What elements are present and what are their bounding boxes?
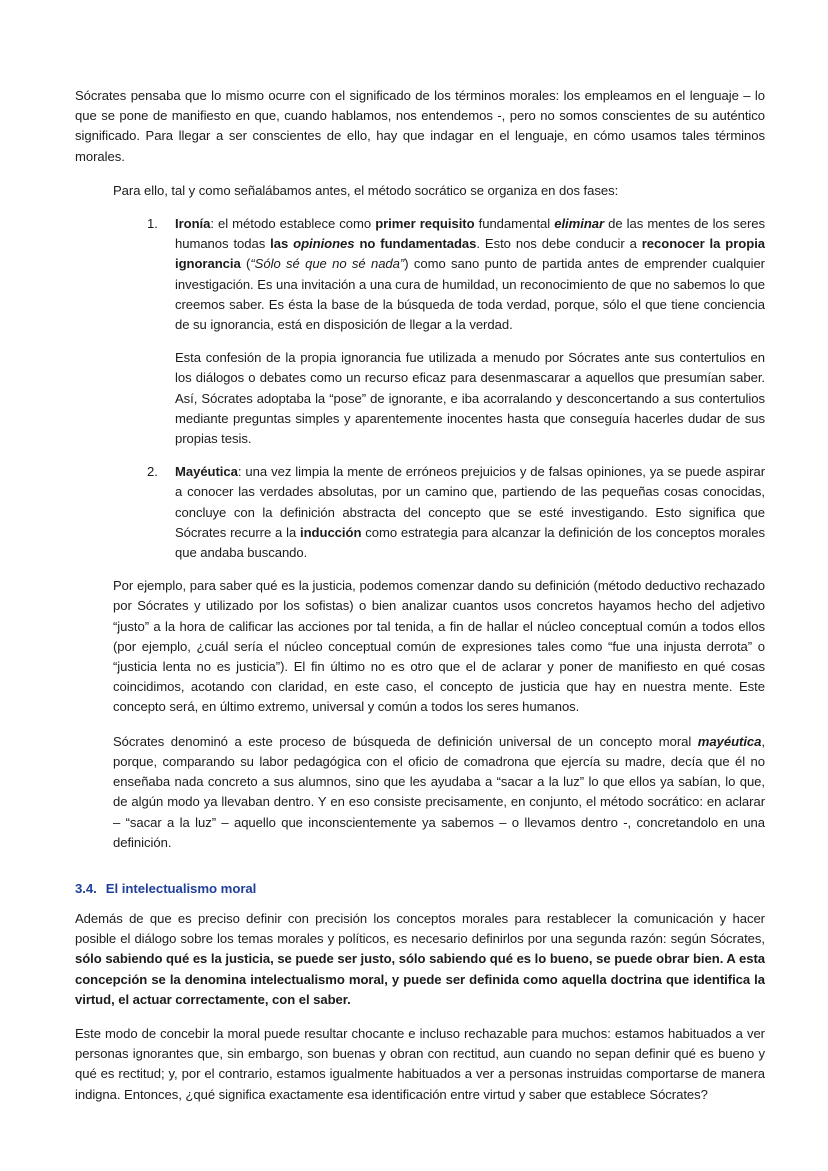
- mayeutica-paragraph: Sócrates denominó a este proceso de búsqueda de definición universal de un concepto moral mayéutica, porque, comparando su labor pedagógica con el oficio de comadrona que ejercía su madre, decía que él no enseñaba nada concreto a sus alumnos, sino que les ayudaba a “sacar a la luz” lo que ellos ya sabían, lo que, de algún modo ya llevaban dentro. Y en eso consiste precisamente, en conjunto, el método socrático: en aclarar – “sacar a la luz” – aquello que inconscientemente ya sabemos – o llevamos dentro -, concretandolo en una definición.: [113, 733, 765, 850]
- section-heading-title: El intelectualismo moral: [105, 880, 257, 896]
- list-item-paragraph: Ironía: el método establece como primer requisito fundamental eliminar de las mentes de los seres humanos todas las opiniones no fundamentadas. Esto nos debe conducir a reconocer la propia ignorancia (“Sólo sé que no sé nada”) como sano punto de partida antes de emprender cualquier investigación. Es una invitación a una cura de humildad, un reconocimiento de que no sabemos lo que creemos saber. Es ésta la base de la búsqueda de toda verdad, porque, sólo el que tiene conciencia de su ignorancia, está en disposición de llegar a la verdad.: [175, 216, 766, 333]
- example-paragraph: Por ejemplo, para saber qué es la justicia, podemos comenzar dando su definición (método deductivo rechazado por Sócrates y utilizado por los sofistas) o bien analizar cuantos usos concretos hayamos hecho del adjetivo “justo” a la hora de calificar las acciones por tal tenida, a fin de hallar el núcleo conceptual común a todos ellos (por ejemplo, ¿cuál sería el núcleo conceptual común de expresiones tales como “fue una injusta derrota” o “justicia lenta no es justicia”). El fin último no es otro que el de aclarar y poner de manifiesto en qué cosas coincidimos, acotando con claridad, en este caso, el concepto de justicia que hay en nuestra mente. Este concepto será, en último extremo, universal y común a todos los seres humanos.: [113, 578, 765, 715]
- list-item-paragraph: Esta confesión de la propia ignorancia fue utilizada a menudo por Sócrates ante sus contertulios en los diálogos o debates como un recurso eficaz para desenmascarar a aquellos que presumían saber. Así, Sócrates adoptaba la “pose” de ignorante, e iba acorralando y desconcertando a sus contertulios mediante preguntas simples y aparentemente inocentes hasta que conseguía hacerles dudar de sus propias tesis.: [175, 350, 765, 447]
- intellectualism-paragraph: Además de que es preciso definir con precisión los conceptos morales para restablecer la comunicación y hacer posible el diálogo sobre los temas morales y políticos, es necesario definirlos por una segunda razón: según Sócrates, sólo sabiendo qué es la justicia, se puede ser justo, sólo sabiendo qué es lo bueno, se puede obrar bien. A esta concepción se la denomina intelectualismo moral, y puede ser definida como aquella doctrina que identifica la virtud, el actuar correctamente, con el saber.: [75, 910, 765, 1007]
- list-marker: 1.: [147, 216, 158, 232]
- method-phases-list: [75, 214, 765, 563]
- document-body: [75, 86, 765, 1105]
- list-item: [75, 462, 765, 563]
- lead-in-paragraph: Para ello, tal y como señalábamos antes, el método socrático se organiza en dos fases:: [113, 182, 619, 198]
- intro-paragraph: Sócrates pensaba que lo mismo ocurre con el significado de los términos morales: los empleamos en el lenguaje – lo que se pone de manifiesto en que, cuando hablamos, nos entendemos -, pero no somos conscientes de su auténtico significado. Para llegar a ser conscientes de ello, hay que indagar en el lenguaje, en cómo usamos tales términos morales.: [75, 88, 765, 164]
- section-heading: [75, 879, 765, 898]
- section-heading-number: 3.4.: [75, 880, 97, 896]
- list-item-paragraph: Mayéutica: una vez limpia la mente de erróneos prejuicios y de falsas opiniones, ya se puede aspirar a conocer las verdades absolutas, por un camino que, partiendo de las pequeñas cosas conocidas, concluye con la definición abstracta del concepto que se esté investigando. Esto significa que Sócrates recurre a la inducción como estrategia para alcanzar la definición de los conceptos morales que andaba buscando.: [175, 464, 765, 561]
- list-item: [75, 214, 765, 449]
- closing-paragraph: Este modo de concebir la moral puede resultar chocante e incluso rechazable para muchos: estamos habituados a ver personas ignorantes que, sin embargo, son buenas y obran con rectitud, aun cuando no sepan definir qué es bueno y qué es rectitud; y, por el contrario, estamos igualmente habituados a ver a personas instruidas comportarse de manera indigna. Entonces, ¿qué significa exactamente esa identificación entre virtud y saber que establece Sócrates?: [75, 1025, 765, 1102]
- list-marker: 2.: [147, 464, 158, 480]
